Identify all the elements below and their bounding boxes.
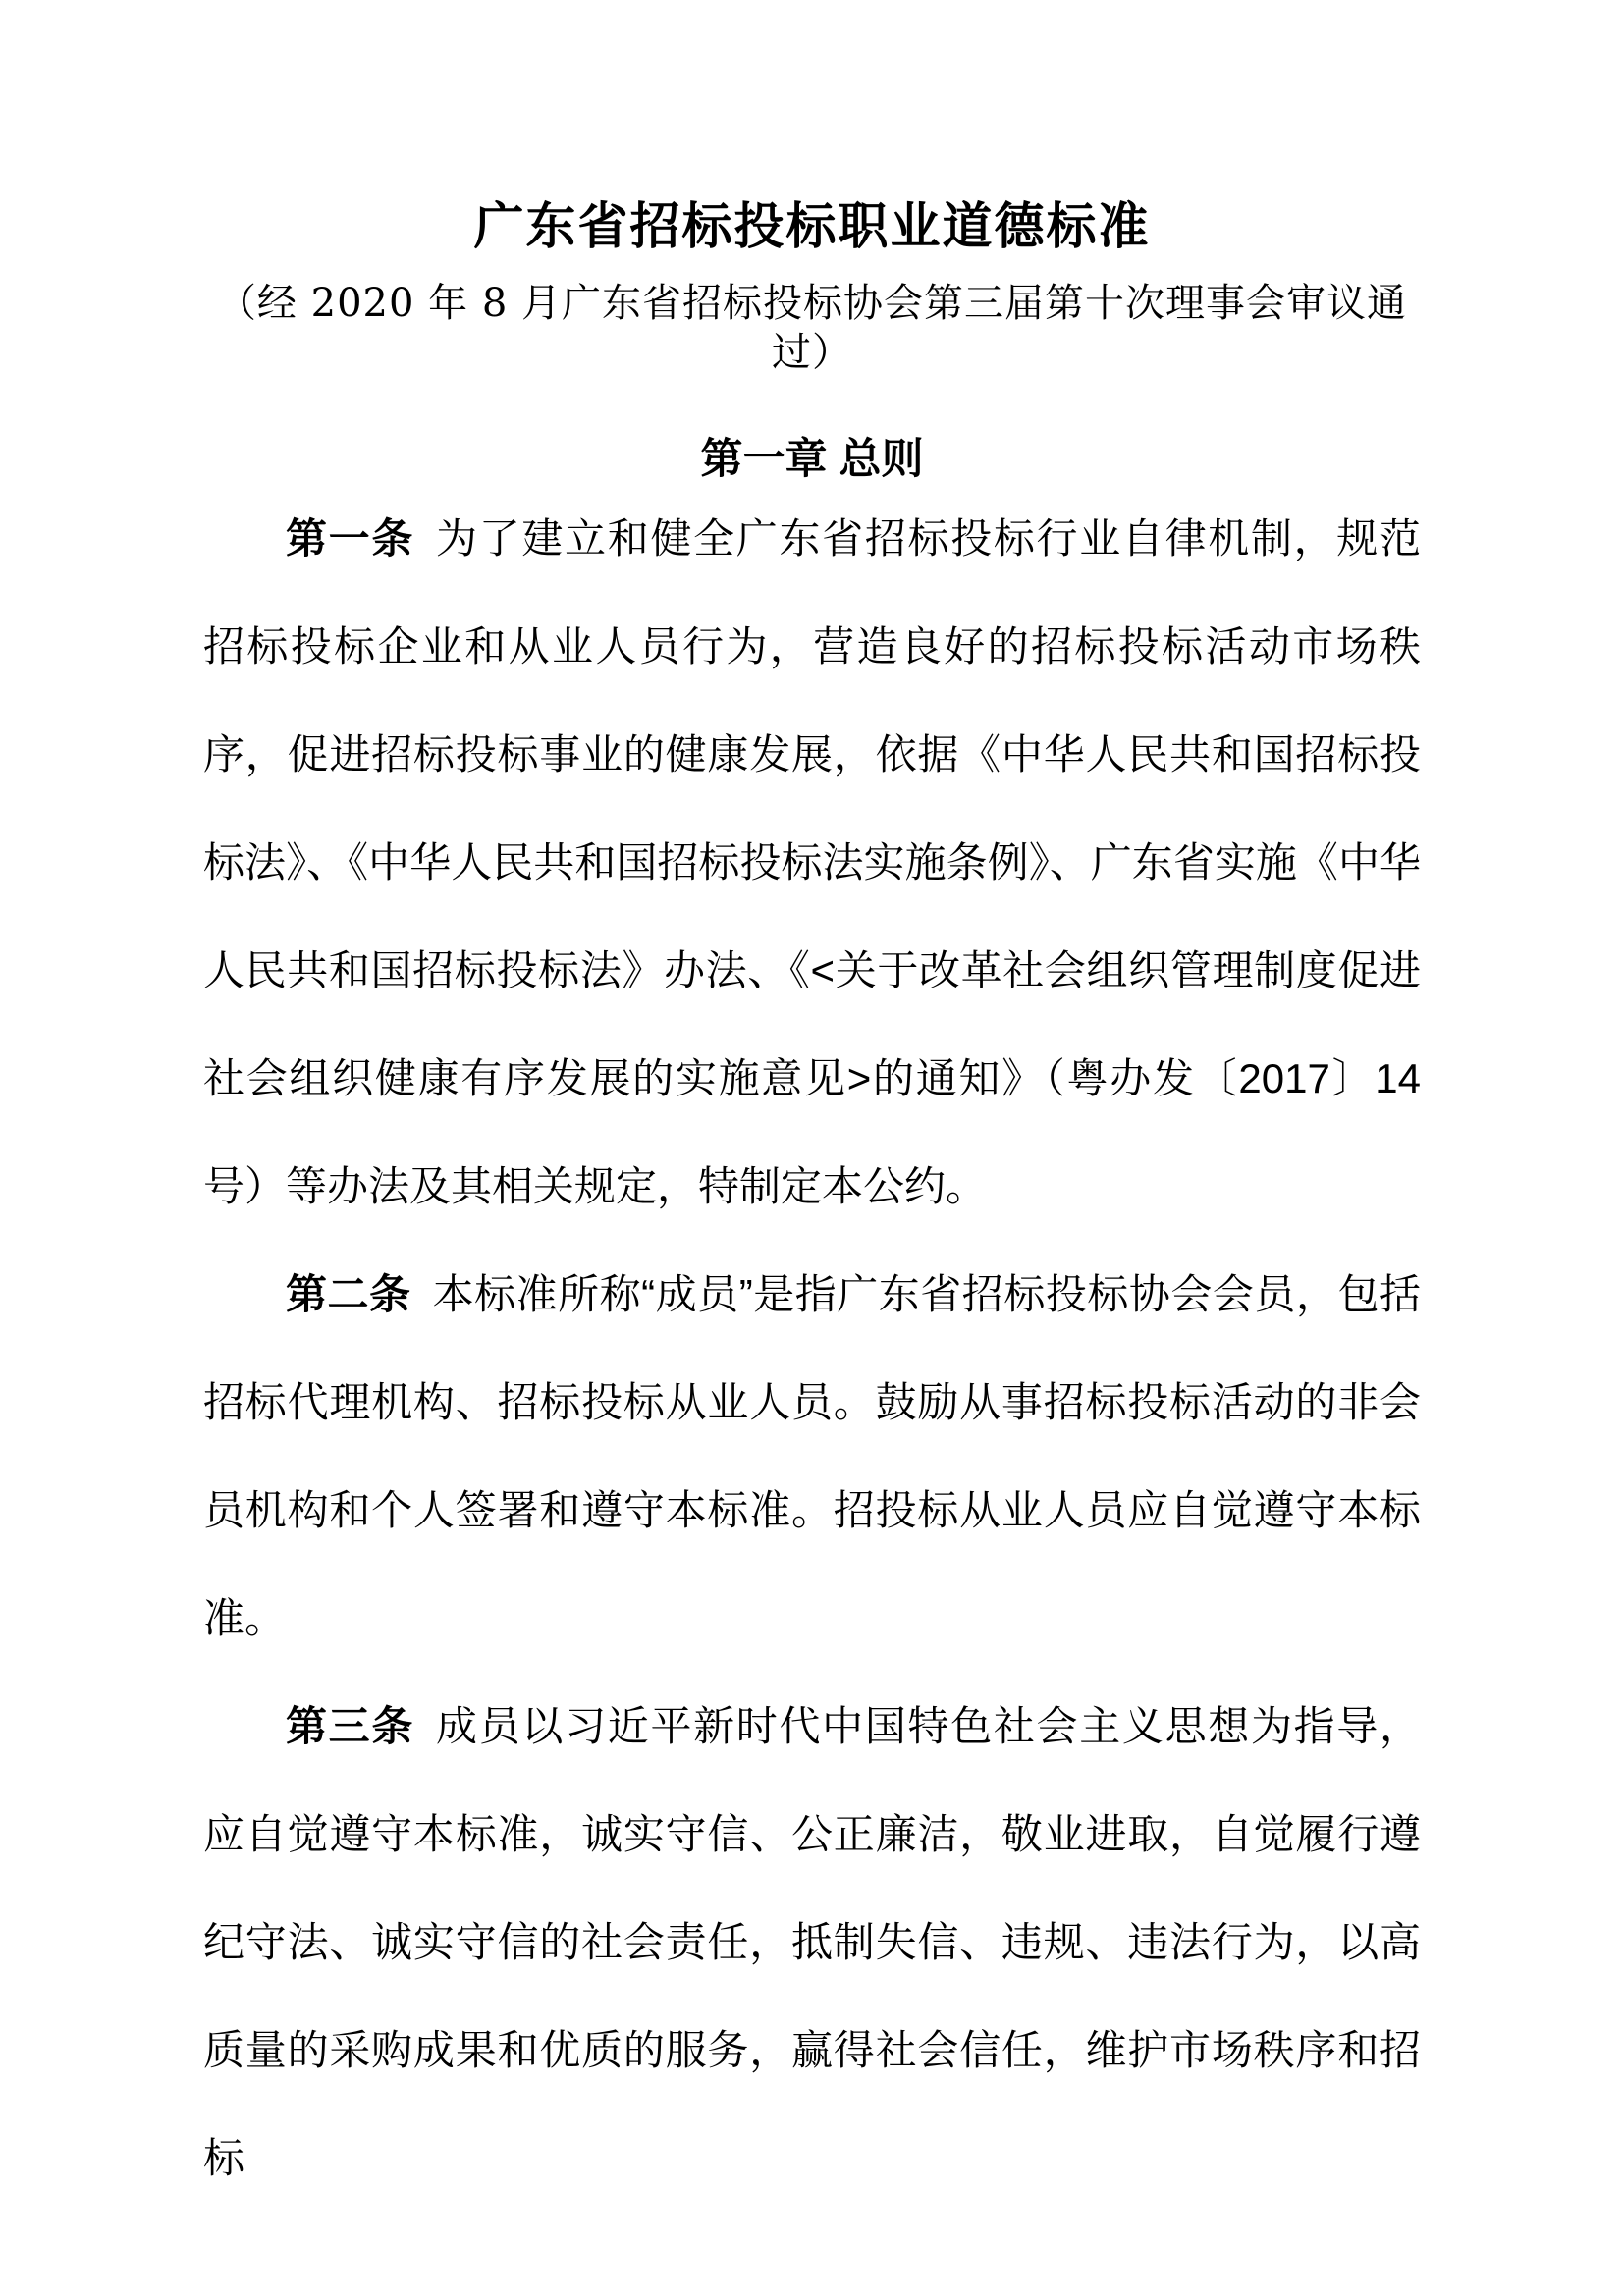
- article-2-label: 第二条: [286, 1271, 411, 1317]
- article-1: [203, 485, 1421, 1241]
- article-3-label: 第三条: [286, 1703, 415, 1749]
- article-3-text: 成员以习近平新时代中国特色社会主义思想为指导，应自觉遵守本标准，诚实守信、公正廉洁，敬业进取，自觉履行遵纪守法、诚实守信的社会责任，抵制失信、违规、违法行为，以高质量的采购成果和优质的服务，赢得社会信任，维护市场秩序和招标: [203, 1703, 1421, 2181]
- article-3: [203, 1673, 1421, 2213]
- document-title: 广东省招标投标职业道德标准: [473, 198, 1151, 254]
- chapter-heading: 第一章 总则: [700, 436, 924, 483]
- article-2: [203, 1241, 1421, 1673]
- article-1-label: 第一条: [286, 515, 415, 561]
- article-2-text: 本标准所称“成员”是指广东省招标投标协会会员，包括招标代理机构、招标投标从业人员。鼓励从事招标投标活动的非会员机构和个人签署和遵守本标准。招投标从业人员应自觉遵守本标准。: [203, 1271, 1421, 1641]
- document-subtitle: （经 2020 年 8 月广东省招标投标协会第三届第十次理事会审议通过）: [216, 281, 1408, 375]
- article-1-text: 为了建立和健全广东省招标投标行业自律机制，规范招标投标企业和从业人员行为，营造良好的招标投标活动市场秩序，促进招标投标事业的健康发展，依据《中华人民共和国招标投标法》、《中华人民共和国招标投标法实施条例》、广东省实施《中华人民共和国招标投标法》办法、《<关于改革社会组织管理制度促进社会组织健康有序发展的实施意见>的通知》（粤办发〔2017〕14 号）等办法及其相关规定，特制定本公约。: [203, 515, 1421, 1209]
- document-content: [203, 0, 1421, 2213]
